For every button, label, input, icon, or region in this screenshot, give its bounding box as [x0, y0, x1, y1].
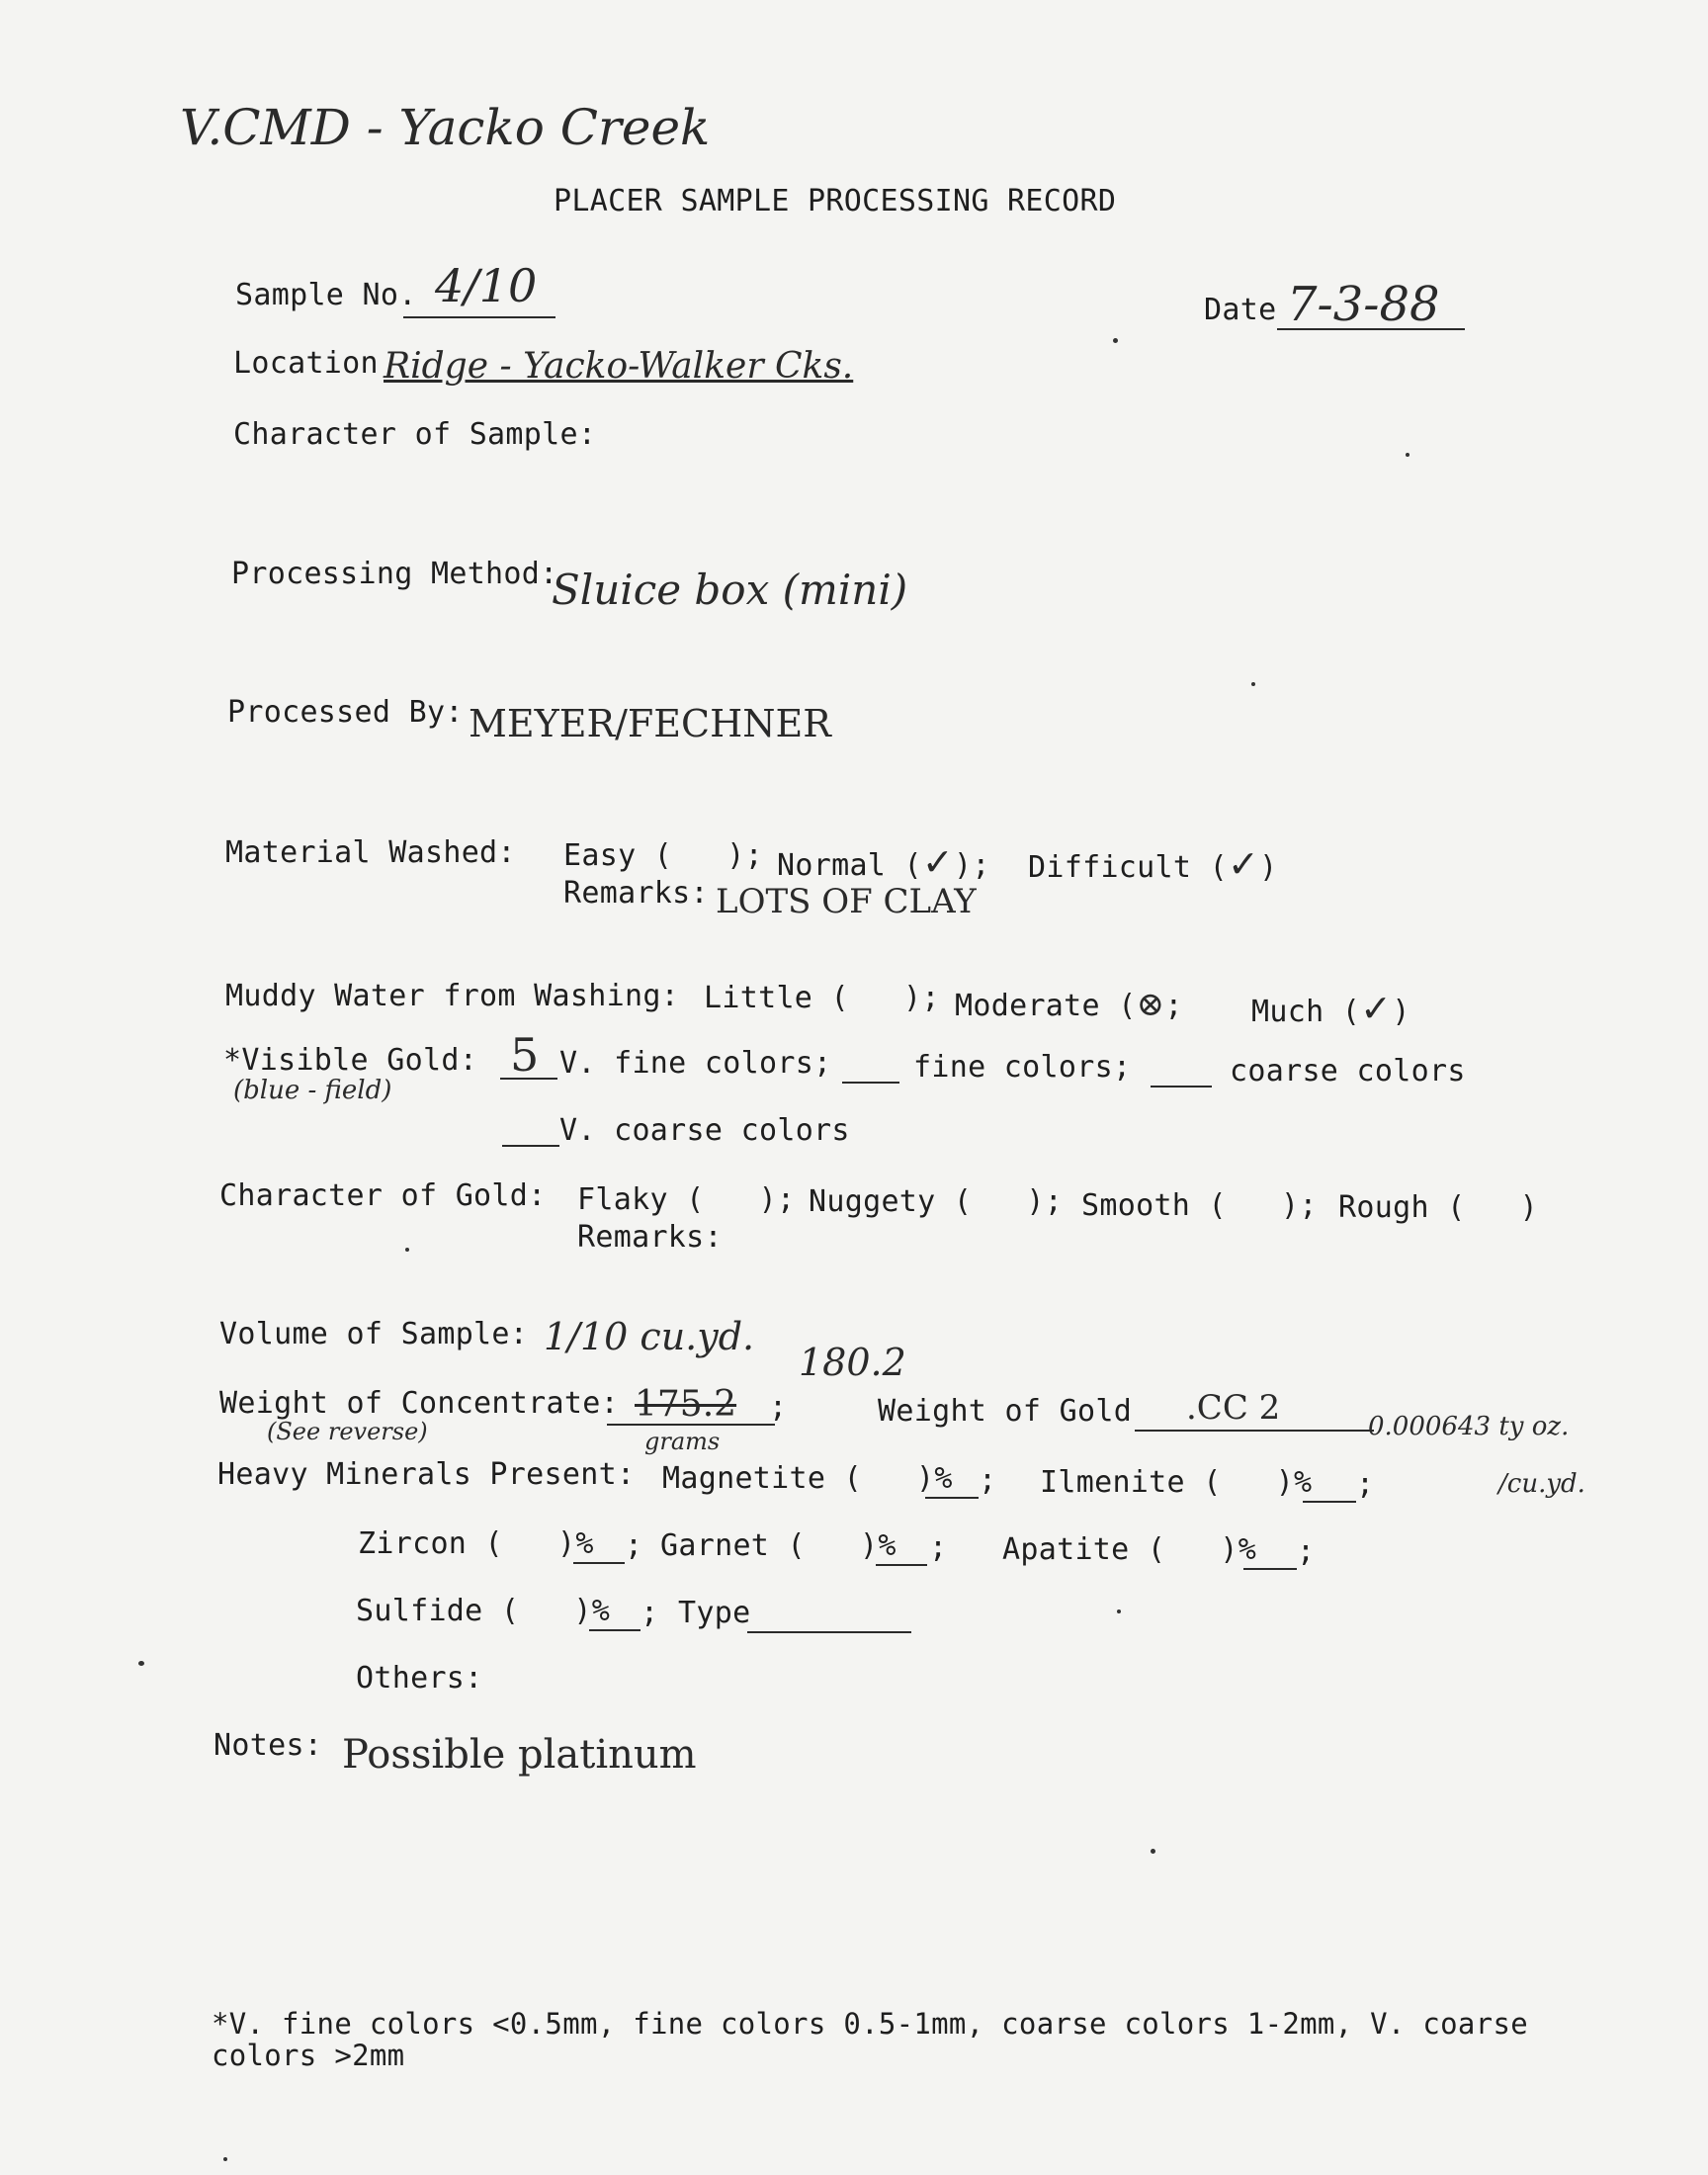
sample-no-underline [403, 316, 555, 318]
weight-concentrate-struck-value[interactable]: 175.2 [635, 1384, 737, 1425]
processing-method-value[interactable]: Sluice box (mini) [552, 566, 908, 614]
date-value[interactable]: 7-3-88 [1287, 277, 1440, 332]
weight-concentrate-semicolon: ; [769, 1390, 788, 1425]
scan-speck [1113, 338, 1118, 343]
weight-concentrate-label: Weight of Concentrate: [219, 1386, 619, 1421]
zircon-option[interactable]: Zircon ( )% [358, 1526, 594, 1561]
character-of-sample-label: Character of Sample: [233, 417, 597, 452]
character-of-gold-label: Character of Gold: [219, 1178, 547, 1213]
weight-gold-conversion-unit: /cu.yd. [1498, 1469, 1585, 1499]
apatite-option[interactable]: Apatite ( )% [1002, 1532, 1257, 1567]
sulfide-sep: ; [640, 1596, 659, 1630]
sulfide-underline[interactable] [589, 1629, 640, 1631]
coarse-count-underline[interactable] [1151, 1086, 1212, 1088]
muddy-much-option[interactable] [1251, 987, 1410, 1030]
muddy-much-label: Much ( [1251, 995, 1361, 1029]
fine-count-underline[interactable] [842, 1082, 899, 1084]
gold-nuggety-option[interactable]: Nuggety ( ); [809, 1184, 1064, 1219]
material-normal-checkmark: ✓ [921, 840, 955, 884]
fine-colors-label: fine colors; [913, 1050, 1132, 1085]
scan-speck [138, 1661, 144, 1666]
muddy-much-close: ) [1392, 995, 1410, 1029]
magnetite-underline[interactable] [925, 1497, 979, 1499]
scan-speck [1251, 682, 1255, 686]
sample-no-label: Sample No. [235, 278, 417, 312]
notes-value[interactable]: Possible platinum [342, 1732, 697, 1778]
muddy-little-option[interactable]: Little ( ); [704, 981, 940, 1015]
see-reverse-note: (See reverse) [267, 1418, 428, 1445]
gold-flaky-option[interactable]: Flaky ( ); [577, 1182, 796, 1217]
processing-method-label: Processing Method: [231, 557, 558, 591]
apatite-sep: ; [1297, 1534, 1316, 1569]
processed-by-label: Processed By: [227, 695, 464, 730]
zircon-underline[interactable] [573, 1562, 625, 1564]
volume-label: Volume of Sample: [219, 1317, 529, 1351]
zircon-sep: ; [625, 1528, 643, 1563]
material-difficult-checkmark: ✓ [1227, 842, 1260, 886]
sulfide-option[interactable]: Sulfide ( )% [356, 1594, 611, 1628]
coarse-colors-label: coarse colors [1230, 1054, 1466, 1088]
location-label: Location [233, 346, 379, 381]
scan-speck [223, 2157, 227, 2161]
muddy-moderate-scribble: ⊗ [1136, 985, 1165, 1024]
location-value[interactable]: Ridge - Yacko-Walker Cks. [384, 346, 854, 387]
muddy-moderate-close: ; [1164, 989, 1183, 1023]
gold-smooth-option[interactable]: Smooth ( ); [1081, 1188, 1318, 1223]
form-title: PLACER SAMPLE PROCESSING RECORD [554, 184, 1117, 218]
material-difficult-label: Difficult ( [1028, 850, 1228, 885]
notes-label: Notes: [214, 1728, 323, 1763]
scan-speck [1117, 1610, 1121, 1613]
material-washed-label: Material Washed: [225, 835, 516, 870]
project-name-handwritten: V.CMD - Yacko Creek [180, 99, 711, 156]
weight-concentrate-unit: grams [644, 1428, 721, 1455]
date-label: Date [1204, 293, 1277, 327]
footnote-line2: colors >2mm [212, 2039, 405, 2072]
visible-gold-note: (blue - field) [233, 1076, 392, 1105]
volume-extra-value: 180.2 [799, 1341, 906, 1384]
material-normal-option[interactable] [777, 840, 990, 884]
visible-gold-label: *Visible Gold: [223, 1043, 478, 1078]
ilmenite-sep: ; [1356, 1467, 1375, 1502]
gold-remarks-label: Remarks: [577, 1220, 723, 1255]
footnote-line1: *V. fine colors <0.5mm, fine colors 0.5-1mm, coarse colors 1-2mm, V. coarse [212, 2007, 1528, 2041]
weight-gold-value[interactable]: .CC 2 [1186, 1388, 1281, 1428]
material-difficult-close: ) [1259, 850, 1278, 885]
type-underline[interactable] [747, 1631, 911, 1633]
material-normal-label: Normal ( [777, 848, 922, 883]
vcoarse-colors-label: V. coarse colors [559, 1113, 850, 1148]
material-difficult-option[interactable] [1028, 842, 1278, 886]
garnet-underline[interactable] [876, 1564, 927, 1566]
muddy-water-label: Muddy Water from Washing: [225, 979, 680, 1013]
vfine-colors-label: V. fine colors; [559, 1046, 832, 1081]
others-label: Others: [356, 1661, 483, 1696]
material-easy-option[interactable]: Easy ( ); [563, 838, 763, 873]
magnetite-sep: ; [979, 1463, 997, 1498]
scan-speck [1151, 1849, 1155, 1854]
vfine-count-value[interactable]: 5 [510, 1028, 540, 1082]
material-remarks-value[interactable]: LOTS OF CLAY [716, 882, 977, 921]
vcoarse-count-underline[interactable] [502, 1145, 559, 1147]
ilmenite-underline[interactable] [1303, 1501, 1356, 1503]
weight-gold-underline [1135, 1430, 1374, 1432]
heavy-minerals-label: Heavy Minerals Present: [217, 1457, 636, 1492]
processed-by-value[interactable]: MEYER/FECHNER [469, 702, 831, 745]
garnet-option[interactable]: Garnet ( )% [660, 1528, 897, 1563]
volume-value[interactable]: 1/10 cu.yd. [544, 1315, 755, 1358]
gold-rough-option[interactable]: Rough ( ) [1338, 1190, 1538, 1225]
type-label: Type [678, 1596, 751, 1630]
ilmenite-option[interactable]: Ilmenite ( )% [1040, 1465, 1313, 1500]
weight-gold-conversion: 0.000643 ty oz. [1368, 1412, 1570, 1441]
material-remarks-label: Remarks: [563, 876, 709, 911]
apatite-underline[interactable] [1243, 1568, 1297, 1570]
muddy-moderate-label: Moderate ( [955, 989, 1137, 1023]
garnet-sep: ; [929, 1530, 948, 1565]
scan-speck [405, 1248, 409, 1252]
scan-speck [1406, 453, 1409, 457]
weight-gold-label: Weight of Gold [878, 1394, 1133, 1429]
material-normal-close: ); [954, 848, 990, 883]
muddy-moderate-option[interactable] [955, 985, 1183, 1024]
sample-no-value[interactable]: 4/10 [435, 259, 538, 312]
magnetite-option[interactable]: Magnetite ( )% [662, 1461, 953, 1496]
muddy-much-checkmark: ✓ [1360, 987, 1393, 1030]
